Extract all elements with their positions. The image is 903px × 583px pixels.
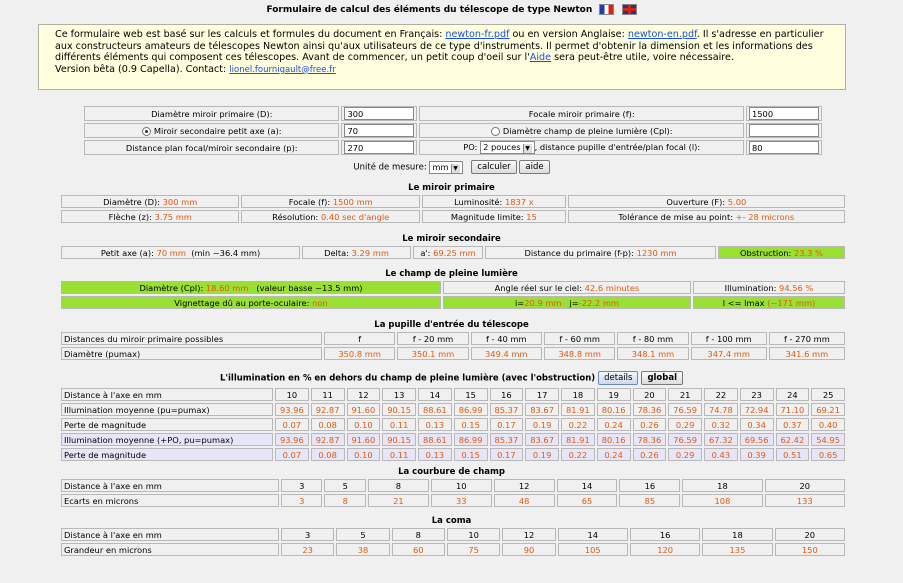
- page-title-text: Formulaire de calcul des éléments du télescope de type Newton: [266, 5, 593, 15]
- champ-input[interactable]: [749, 124, 819, 137]
- coma-axis-value: 20: [775, 528, 845, 541]
- sec-pa-min: (min ~36.4 mm): [191, 247, 261, 258]
- illum-cell: 0.10: [347, 418, 381, 431]
- illum-cell: 0.24: [597, 448, 631, 461]
- courbure-axis-value: 20: [765, 479, 845, 492]
- illum-cell: 0.19: [525, 448, 559, 461]
- prim-mag: [422, 210, 566, 223]
- courbure-axis-value: 18: [682, 479, 762, 492]
- illum-cell: 78.36: [633, 403, 667, 416]
- illum-axis-value: 11: [311, 388, 345, 401]
- coma-axis-value: 10: [447, 528, 500, 541]
- prim-fleche-label: Flèche (z):: [108, 211, 152, 222]
- table-row: [61, 403, 845, 416]
- illum-cell: 0.24: [597, 418, 631, 431]
- illum-cell: 0.15: [454, 418, 488, 431]
- illum-cell: 0.22: [561, 418, 595, 431]
- pupille-col-header: f - 40 mm: [471, 332, 542, 345]
- coma-row-label: Grandeur en microns: [61, 543, 279, 556]
- secondaire-table: [59, 244, 847, 261]
- focale-input[interactable]: [749, 107, 819, 120]
- prim-tol-value: +- 28 microns: [735, 211, 795, 222]
- courbure-value: 133: [765, 494, 845, 507]
- coma-axis-value: 3: [281, 528, 334, 541]
- champ-j-label: j=: [569, 297, 579, 308]
- prim-diam-value: 300 mm: [162, 196, 198, 207]
- sec-pa: [61, 246, 300, 259]
- pupille-col-header: f - 100 mm: [691, 332, 767, 345]
- sec-delta: [302, 246, 411, 259]
- sec-delta-value: 3.29 mm: [351, 247, 389, 258]
- prim-focale-value: 1500 mm: [332, 196, 373, 207]
- illum-cell: 90.15: [382, 433, 416, 446]
- courbure-value: 108: [682, 494, 762, 507]
- champ-vign-label: Vignettage dû au porte-oculaire:: [174, 297, 310, 308]
- illum-cell: 0.65: [811, 448, 845, 461]
- focale-cell: [746, 106, 822, 121]
- coma-value: 150: [775, 543, 845, 556]
- coma-value: 135: [702, 543, 772, 556]
- prim-diam: [61, 195, 239, 208]
- courbure-axis-value: 8: [368, 479, 429, 492]
- prim-ouv-value: 5.00: [727, 196, 747, 207]
- prim-fleche-value: 3.75 mm: [154, 211, 192, 222]
- table-row: [61, 543, 845, 556]
- illum-cell: 92.87: [311, 403, 345, 416]
- coma-value: 90: [502, 543, 555, 556]
- sec-obs-value: 23.3 %: [793, 247, 823, 258]
- courbure-axis-value: 16: [619, 479, 680, 492]
- illum-table: [59, 386, 847, 463]
- illum-axis-value: 14: [418, 388, 452, 401]
- illum-axis-value: 25: [811, 388, 845, 401]
- pupille-value: 350.1 mm: [397, 347, 468, 360]
- illum-cell: 86.99: [454, 403, 488, 416]
- unit-row: [0, 160, 903, 174]
- illum-cell: 85.37: [490, 433, 524, 446]
- illum-axis-value: 17: [525, 388, 559, 401]
- champ-diam: [61, 281, 441, 294]
- table-row: [61, 479, 845, 492]
- intro-text-2: ou en version Anglaise:: [509, 29, 628, 40]
- pupille-label: , distance pupille d'entrée/plan focal (l):: [534, 142, 701, 152]
- chevron-down-icon: ▼: [451, 164, 460, 173]
- illum-cell: 69.21: [811, 403, 845, 416]
- champ-l-value: (~171 mm): [767, 297, 816, 308]
- pupille-value: 349.4 mm: [471, 347, 542, 360]
- sec-ap-label: a':: [420, 247, 431, 258]
- illum-cell: 0.29: [668, 418, 702, 431]
- coma-axis-value: 12: [502, 528, 555, 541]
- sec-input[interactable]: [344, 124, 414, 137]
- sec-dist-label: Distance du primaire (f-p):: [524, 247, 634, 258]
- illum-cell: 86.99: [454, 433, 488, 446]
- illum-cell: 0.17: [490, 418, 524, 431]
- coma-axis-label: Distance à l'axe en mm: [61, 528, 279, 541]
- prim-focale-label: Focale (f):: [288, 196, 331, 207]
- sec-pa-label: Petit axe (a):: [100, 247, 154, 258]
- po-select-value: 2 pouces: [483, 142, 521, 152]
- illum-cell: 69.56: [740, 433, 774, 446]
- po-cell: [419, 140, 744, 155]
- prim-ouv: [568, 195, 845, 208]
- illum-cell: 0.29: [668, 448, 702, 461]
- pupille-col-header: f - 80 mm: [617, 332, 688, 345]
- prim-res: [241, 210, 420, 223]
- champ-vign: [61, 296, 441, 309]
- illum-cell: 76.59: [668, 403, 702, 416]
- pupille-title: La pupille d'entrée du télescope: [374, 320, 529, 330]
- courbure-row-label: Ecarts en microns: [61, 494, 279, 507]
- champ-label-cell: [419, 123, 744, 138]
- courbure-value: 3: [281, 494, 322, 507]
- courbure-value: 85: [619, 494, 680, 507]
- coma-axis-value: 5: [336, 528, 389, 541]
- champ-ij: [443, 296, 691, 309]
- sec-cell: [341, 123, 417, 138]
- pupille-col-header: f - 60 mm: [544, 332, 615, 345]
- illum-cell: 0.51: [776, 448, 810, 461]
- sec-dist: [485, 246, 716, 259]
- calculer-button[interactable]: calculer: [471, 160, 516, 174]
- courbure-value: 21: [368, 494, 429, 507]
- prim-lum: [422, 195, 566, 208]
- pupille-value: 341.6 mm: [769, 347, 845, 360]
- illum-axis-value: 15: [454, 388, 488, 401]
- illum-cell: 92.87: [311, 433, 345, 446]
- prim-res-value: 0.40 sec d'angle: [320, 211, 390, 222]
- illum-cell: 0.43: [704, 448, 738, 461]
- prim-lum-value: 1837 x: [504, 196, 534, 207]
- illum-title-row: [0, 371, 903, 385]
- illum-cell: 67.32: [704, 433, 738, 446]
- illum-cell: 90.15: [382, 403, 416, 416]
- sec-label: Miroir secondaire petit axe (a):: [153, 125, 282, 136]
- champ-illum-value: 94.56 %: [779, 282, 814, 293]
- pupille-row1-label: Distances du miroir primaire possibles: [61, 332, 322, 345]
- po-select[interactable]: [480, 141, 535, 154]
- champ-diam-label: Diamètre (Cpl):: [139, 282, 204, 293]
- illum-cell: 0.08: [311, 418, 345, 431]
- pupille-value: 350.8 mm: [324, 347, 395, 360]
- prim-res-label: Résolution:: [272, 211, 319, 222]
- illum-cell: 0.10: [347, 448, 381, 461]
- illum-axis-value: 24: [776, 388, 810, 401]
- champ-cell: [746, 123, 822, 138]
- illum-cell: 0.15: [454, 448, 488, 461]
- illum-cell: 0.34: [740, 418, 774, 431]
- illum-row-label: Illumination moyenne (pu=pumax): [61, 403, 273, 416]
- illum-axis-value: 21: [668, 388, 702, 401]
- illum-cell: 0.39: [740, 448, 774, 461]
- champ-diam-value: 18.60 mm: [205, 282, 249, 293]
- coma-axis-value: 18: [702, 528, 772, 541]
- pupille-cell: [746, 140, 822, 155]
- english-flag-icon[interactable]: [622, 4, 637, 15]
- champ-i-value: 20.9 mm: [524, 297, 562, 308]
- illum-cell: 54.95: [811, 433, 845, 446]
- champ-table: [59, 279, 847, 311]
- pupille-col-header: f - 20 mm: [397, 332, 468, 345]
- illum-cell: 80.16: [597, 403, 631, 416]
- sec-ap: [413, 246, 483, 259]
- pupille-col-header: f: [324, 332, 395, 345]
- champ-illum-label: Illumination:: [724, 282, 777, 293]
- illum-axis-value: 12: [347, 388, 381, 401]
- illum-cell: 83.67: [525, 433, 559, 446]
- prim-mag-value: 15: [526, 211, 537, 222]
- champ-angle: [443, 281, 691, 294]
- illum-cell: 0.40: [811, 418, 845, 431]
- sec-obs-label: Obstruction:: [740, 247, 792, 258]
- illum-cell: 0.13: [418, 448, 452, 461]
- illum-cell: 93.96: [275, 433, 309, 446]
- coma-axis-value: 14: [558, 528, 628, 541]
- courbure-title: La courbure de champ: [398, 467, 505, 477]
- courbure-axis-value: 10: [431, 479, 492, 492]
- page-title: [0, 4, 903, 15]
- illum-cell: 0.13: [418, 418, 452, 431]
- prim-lum-label: Luminosité:: [454, 196, 503, 207]
- coma-value: 60: [392, 543, 445, 556]
- unit-label: Unité de mesure:: [353, 162, 427, 173]
- primaire-table: [59, 193, 847, 225]
- courbure-axis-value: 3: [281, 479, 322, 492]
- coma-title: La coma: [431, 516, 472, 526]
- sec-ap-value: 69.25 mm: [433, 247, 476, 258]
- radio-champ-icon[interactable]: [491, 127, 500, 136]
- illum-axis-value: 18: [561, 388, 595, 401]
- illum-cell: 71.10: [776, 403, 810, 416]
- illum-axis-value: 10: [275, 388, 309, 401]
- champ-angle-value: 42.6 minutes: [584, 282, 640, 293]
- pupille-input[interactable]: [749, 141, 819, 154]
- illum-cell: 0.08: [311, 448, 345, 461]
- po-label: PO:: [463, 142, 478, 152]
- illum-cell: 81.91: [561, 433, 595, 446]
- illum-cell: 0.11: [382, 448, 416, 461]
- illum-cell: 88.61: [418, 433, 452, 446]
- sec-dist-value: 1230 mm: [636, 247, 677, 258]
- courbure-value: 65: [557, 494, 618, 507]
- illum-cell: 91.60: [347, 433, 381, 446]
- illum-cell: 0.26: [633, 418, 667, 431]
- courbure-axis-value: 14: [557, 479, 618, 492]
- intro-text-3: . Il s'adresse en particulier aux constructeurs amateurs de télescopes Newton ainsi qu'aux utilisateurs de ce type d'instruments. Il permet d'obtenir la dimension et les informations des différents éléments qui composent ces télescopes. Avant de commencer, un petit coup d'oeil sur l': [55, 29, 824, 64]
- french-flag-icon[interactable]: [599, 4, 614, 15]
- table-row: [61, 433, 845, 446]
- prim-focale: [241, 195, 420, 208]
- illum-cell: 72.94: [740, 403, 774, 416]
- pupille-table: [59, 330, 847, 362]
- illum-title: L'illumination en % en dehors du champ de pleine lumière (avec l'obstruction): [219, 373, 596, 384]
- diam-label: Diamètre miroir primaire (D):: [84, 106, 339, 121]
- aide-button[interactable]: aide: [519, 160, 549, 174]
- version-text: Version bêta (0.9 Capella). Contact:: [55, 63, 230, 75]
- pupille-col-header: f - 270 mm: [769, 332, 845, 345]
- illum-cell: 0.32: [704, 418, 738, 431]
- illum-cell: 0.19: [525, 418, 559, 431]
- illum-cell: 0.11: [382, 418, 416, 431]
- pupille-value: 348.8 mm: [544, 347, 615, 360]
- dist-cell: [341, 140, 417, 155]
- table-row: [61, 448, 845, 461]
- illum-cell: 0.07: [275, 448, 309, 461]
- coma-value: 38: [336, 543, 389, 556]
- table-row: [61, 388, 845, 401]
- champ-j-value: -22.2 mm: [578, 297, 619, 308]
- coma-axis-value: 8: [392, 528, 445, 541]
- sec-delta-label: Delta:: [324, 247, 349, 258]
- illum-row-label: Illumination moyenne (+PO, pu=pumax): [61, 433, 273, 446]
- illum-cell: 62.42: [776, 433, 810, 446]
- illum-axis-value: 19: [597, 388, 631, 401]
- illum-axis-value: 13: [382, 388, 416, 401]
- table-row: [61, 494, 845, 507]
- illum-axis-value: 20: [633, 388, 667, 401]
- focale-label: Focale miroir primaire (f):: [419, 106, 744, 121]
- coma-value: 105: [558, 543, 628, 556]
- pupille-row2-label: Diamètre (pumax): [61, 347, 322, 360]
- prim-ouv-label: Ouverture (F):: [666, 196, 726, 207]
- illum-cell: 74.78: [704, 403, 738, 416]
- illum-cell: 80.16: [597, 433, 631, 446]
- champ-title: Le champ de pleine lumière: [385, 269, 518, 279]
- sec-label-cell: [84, 123, 339, 138]
- illum-cell: 0.37: [776, 418, 810, 431]
- coma-axis-value: 16: [630, 528, 700, 541]
- prim-fleche: [61, 210, 239, 223]
- coma-value: 23: [281, 543, 334, 556]
- input-form: [82, 104, 824, 157]
- champ-vign-value: non: [312, 297, 328, 308]
- illum-axis-value: 16: [490, 388, 524, 401]
- coma-value: 120: [630, 543, 700, 556]
- prim-tol-label: Tolérance de mise au point:: [618, 211, 733, 222]
- courbure-axis-value: 5: [324, 479, 365, 492]
- intro-box: [38, 24, 846, 90]
- prim-tol: [568, 210, 845, 223]
- link-newton-fr[interactable]: newton-fr.pdf: [445, 29, 510, 40]
- illum-cell: 0.17: [490, 448, 524, 461]
- secondaire-title: Le miroir secondaire: [402, 234, 501, 244]
- global-button[interactable]: global: [641, 371, 683, 385]
- pupille-value: 348.1 mm: [617, 347, 688, 360]
- details-button[interactable]: details: [598, 371, 638, 385]
- illum-cell: 76.59: [668, 433, 702, 446]
- courbure-axis-label: Distance à l'axe en mm: [61, 479, 279, 492]
- radio-secondary-icon[interactable]: [142, 127, 151, 136]
- table-row: [61, 528, 845, 541]
- illum-cell: 93.96: [275, 403, 309, 416]
- courbure-value: 33: [431, 494, 492, 507]
- diam-input[interactable]: [344, 107, 414, 120]
- champ-l: [693, 296, 845, 309]
- unit-select[interactable]: [429, 161, 462, 174]
- intro-text-1: Ce formulaire web est basé sur les calculs et formules du document en Français:: [55, 29, 446, 40]
- diam-cell: [341, 106, 417, 121]
- champ-l-label: l <= lmax: [722, 297, 765, 308]
- illum-cell: 0.07: [275, 418, 309, 431]
- contact-email-link[interactable]: lionel.fournigault@free.fr: [229, 64, 336, 75]
- coma-table: [59, 526, 847, 558]
- champ-label: Diamètre champ de pleine lumière (Cpl):: [502, 125, 673, 136]
- intro-text-4: sera peut-être utile, voire nécessaire.: [551, 52, 734, 64]
- chevron-down-icon: ▼: [523, 144, 532, 153]
- illum-cell: 81.91: [561, 403, 595, 416]
- illum-cell: 85.37: [490, 403, 524, 416]
- link-newton-en[interactable]: newton-en.pdf: [627, 29, 697, 40]
- dist-input[interactable]: [344, 141, 414, 154]
- coma-value: 75: [447, 543, 500, 556]
- illum-cell: 78.36: [633, 433, 667, 446]
- champ-i-label: i=: [514, 297, 525, 308]
- primaire-title: Le miroir primaire: [408, 183, 495, 193]
- illum-row-label: Perte de magnitude: [61, 418, 273, 431]
- table-row: [61, 418, 845, 431]
- pupille-value: 347.4 mm: [691, 347, 767, 360]
- illum-axis-value: 22: [704, 388, 738, 401]
- unit-select-value: mm: [432, 161, 449, 172]
- illum-axis-label: Distance à l'axe en mm: [61, 388, 273, 401]
- sec-obs: [718, 246, 845, 259]
- courbure-table: [59, 477, 847, 509]
- illum-row-label: Perte de magnitude: [61, 448, 273, 461]
- courbure-value: 48: [494, 494, 555, 507]
- illum-cell: 83.67: [525, 403, 559, 416]
- illum-cell: 0.22: [561, 448, 595, 461]
- illum-cell: 0.26: [633, 448, 667, 461]
- prim-mag-label: Magnitude limite:: [450, 211, 524, 222]
- courbure-axis-value: 12: [494, 479, 555, 492]
- illum-axis-value: 23: [740, 388, 774, 401]
- champ-illum: [693, 281, 845, 294]
- link-aide[interactable]: Aide: [529, 52, 552, 64]
- courbure-value: 8: [324, 494, 365, 507]
- champ-angle-label: Angle réel sur le ciel:: [494, 282, 583, 293]
- illum-cell: 91.60: [347, 403, 381, 416]
- sec-pa-value: 70 mm: [156, 247, 186, 258]
- illum-cell: 88.61: [418, 403, 452, 416]
- champ-diam-extra: (valeur basse ~13.5 mm): [256, 282, 363, 293]
- dist-label: Distance plan focal/miroir secondaire (p):: [84, 140, 339, 155]
- prim-diam-label: Diamètre (D):: [103, 196, 160, 207]
